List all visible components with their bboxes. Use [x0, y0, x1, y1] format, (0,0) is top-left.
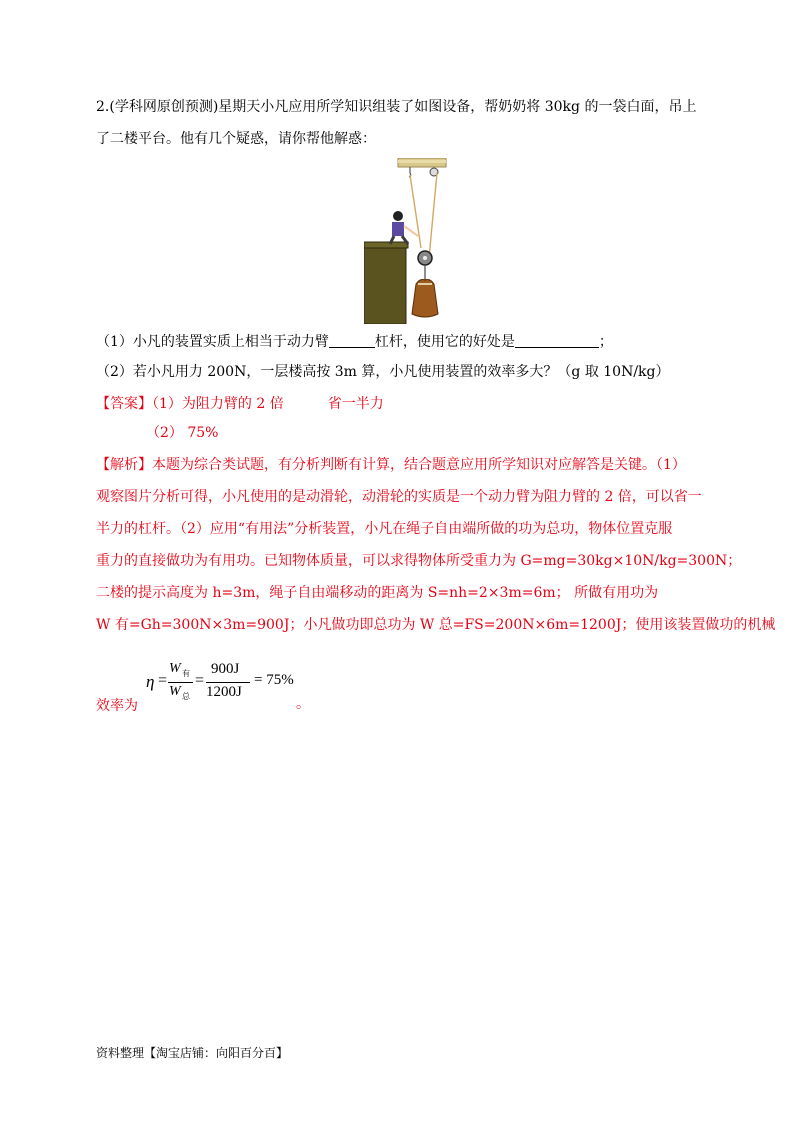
answer-line-2: （2） 75% [146, 425, 219, 441]
q1-text-a: （1）小凡的装置实质上相当于动力臂 [96, 334, 329, 350]
fraction-bar-2 [206, 682, 250, 683]
result: = 75% [254, 672, 294, 688]
eta-symbol: η [146, 672, 155, 691]
numerator: 900J [211, 661, 240, 677]
question-line-2: 了二楼平台。他有几个疑惑，请你帮他解惑： [96, 131, 376, 147]
analysis-label: 【解析】 [96, 457, 152, 473]
answer-part-1: （1）为阻力臂的 2 倍 [152, 396, 284, 412]
fraction-bar-1 [168, 682, 193, 683]
analysis-line-2: 观察图片分析可得，小凡使用的是动滑轮，动滑轮的实质是一个动力臂为阻力臂的 2 倍，可以省一 [96, 489, 702, 505]
analysis-line-4: 重力的直接做功为有用功。已知物体质量，可以求得物体所受重力为 G=mg=30kg×10N/kg=300N； [96, 553, 742, 569]
w-total: W [169, 684, 181, 699]
question-part-2: （2）若小凡用力 200N，一层楼高按 3m 算，小凡使用装置的效率多大？（g 取 10N/kg） [96, 364, 670, 380]
answer-line-1 [96, 394, 384, 414]
answer-label: 【答案】 [96, 396, 152, 412]
analysis-line-5: 二楼的提示高度为 h=3m，绳子自由端移动的距离为 S=nh=2×3m=6m； 所做有用功为 [96, 585, 659, 601]
blank-1[interactable] [329, 333, 375, 348]
analysis-line-3: 半力的杠杆。（2）应用“有用法”分析装置，小凡在绳子自由端所做的功为总功，物体位置克服 [96, 521, 673, 537]
w-useful: W [169, 661, 181, 676]
sub-useful: 有 [182, 669, 190, 678]
q1-text-c: ； [598, 334, 613, 350]
q1-text-b: 杠杆，使用它的好处是 [374, 334, 515, 350]
analysis-line-6: W 有=Gh=300N×3m=900J；小凡做功即总功为 W 总=FS=200N×6m=1200J；使用该装置做功的机械 [96, 617, 776, 633]
denominator: 1200J [206, 684, 242, 700]
analysis-line-7: 效率为 [96, 698, 138, 714]
efficiency-formula [146, 660, 302, 706]
sub-total: 总 [182, 692, 190, 701]
equals-1: = [158, 672, 168, 689]
pulley-illustration [364, 158, 448, 324]
equals-2: = [195, 672, 205, 689]
blank-2[interactable] [515, 333, 599, 348]
answer-part-1-b: 省一半力 [327, 396, 384, 412]
question-line-1: 2.(学科网原创预测)星期天小凡应用所学知识组装了如图设备，帮奶奶将 30kg 的一袋白面，吊上 [96, 99, 697, 115]
question-part-1 [96, 332, 613, 352]
analysis-end: 。 [296, 696, 310, 712]
analysis-text-1: 本题为综合类试题，有分析判断有计算，结合题意应用所学知识对应解答是关键。（1） [152, 457, 686, 473]
footer: 资料整理【淘宝店铺：向阳百分百】 [96, 1046, 289, 1060]
analysis-line-1 [96, 455, 686, 475]
